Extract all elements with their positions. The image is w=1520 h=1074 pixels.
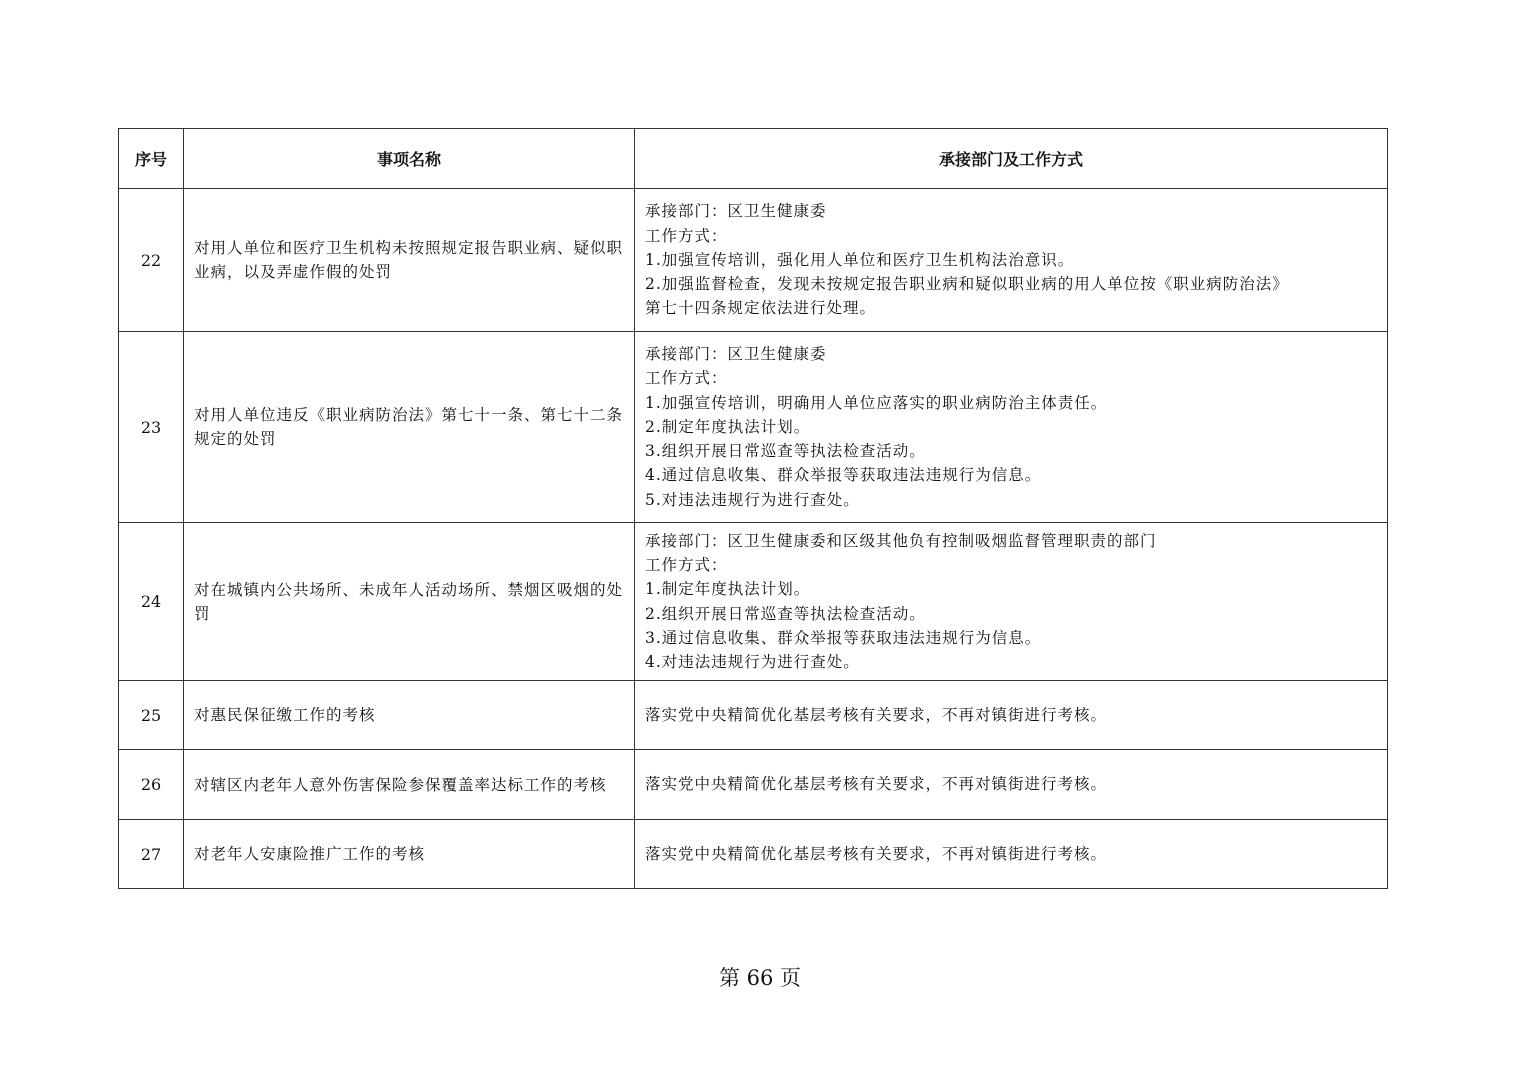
table-row [119, 820, 1388, 889]
work-line: 3.组织开展日常巡查等执法检查活动。 [645, 442, 926, 461]
work-method [635, 189, 1388, 332]
work-method [635, 523, 1388, 681]
item-name: 对用人单位和医疗卫生机构未按照规定报告职业病、疑似职业病，以及弄虚作假的处罚 [184, 189, 635, 332]
row-number: 22 [119, 189, 184, 332]
row-number: 27 [119, 820, 184, 889]
work-line: 1.制定年度执法计划。 [645, 580, 811, 599]
work-line: 2.组织开展日常巡查等执法检查活动。 [645, 604, 926, 623]
work-line: 4.对违法违规行为进行查处。 [645, 653, 860, 672]
work-method [635, 332, 1388, 523]
header-dept: 承接部门及工作方式 [635, 129, 1388, 189]
item-name: 对老年人安康险推广工作的考核 [184, 820, 635, 889]
work-method [635, 820, 1388, 889]
item-name: 对用人单位违反《职业病防治法》第七十一条、第七十二条规定的处罚 [184, 332, 635, 523]
work-line: 承接部门：区卫生健康委 [645, 344, 827, 363]
work-line: 2.加强监督检查，发现未按规定报告职业病和疑似职业病的用人单位按《职业病防治法》 [645, 275, 1289, 294]
row-number: 25 [119, 681, 184, 750]
item-name: 对在城镇内公共场所、未成年人活动场所、禁烟区吸烟的处罚 [184, 523, 635, 681]
item-name: 对惠民保征缴工作的考核 [184, 681, 635, 750]
work-line: 落实党中央精简优化基层考核有关要求，不再对镇街进行考核。 [645, 775, 1108, 794]
table-row [119, 750, 1388, 820]
table-header-row [119, 129, 1388, 189]
work-line: 3.通过信息收集、群众举报等获取违法违规行为信息。 [645, 628, 1042, 647]
work-line: 1.加强宣传培训，强化用人单位和医疗卫生机构法治意识。 [645, 250, 1075, 269]
work-line: 1.加强宣传培训，明确用人单位应落实的职业病防治主体责任。 [645, 393, 1108, 412]
work-method [635, 681, 1388, 750]
work-line: 工作方式： [645, 226, 728, 245]
header-seq: 序号 [119, 129, 184, 189]
row-number: 26 [119, 750, 184, 820]
work-method [635, 750, 1388, 820]
work-line: 2.制定年度执法计划。 [645, 417, 811, 436]
work-line: 工作方式： [645, 555, 728, 574]
work-line: 落实党中央精简优化基层考核有关要求，不再对镇街进行考核。 [645, 844, 1108, 863]
work-line: 5.对违法违规行为进行查处。 [645, 490, 860, 509]
work-line: 落实党中央精简优化基层考核有关要求，不再对镇街进行考核。 [645, 705, 1108, 724]
table-row [119, 681, 1388, 750]
row-number: 24 [119, 523, 184, 681]
item-name: 对辖区内老年人意外伤害保险参保覆盖率达标工作的考核 [184, 750, 635, 820]
work-line: 第七十四条规定依法进行处理。 [645, 299, 877, 318]
table-row [119, 332, 1388, 523]
table-row [119, 523, 1388, 681]
header-name: 事项名称 [184, 129, 635, 189]
work-line: 承接部门：区卫生健康委和区级其他负有控制吸烟监督管理职责的部门 [645, 531, 1157, 550]
page-number: 第 66 页 [718, 966, 802, 990]
work-line: 承接部门：区卫生健康委 [645, 202, 827, 221]
work-line: 4.通过信息收集、群众举报等获取违法违规行为信息。 [645, 466, 1042, 485]
table-row [119, 189, 1388, 332]
work-line: 工作方式： [645, 369, 728, 388]
items-table [118, 128, 1388, 889]
row-number: 23 [119, 332, 184, 523]
